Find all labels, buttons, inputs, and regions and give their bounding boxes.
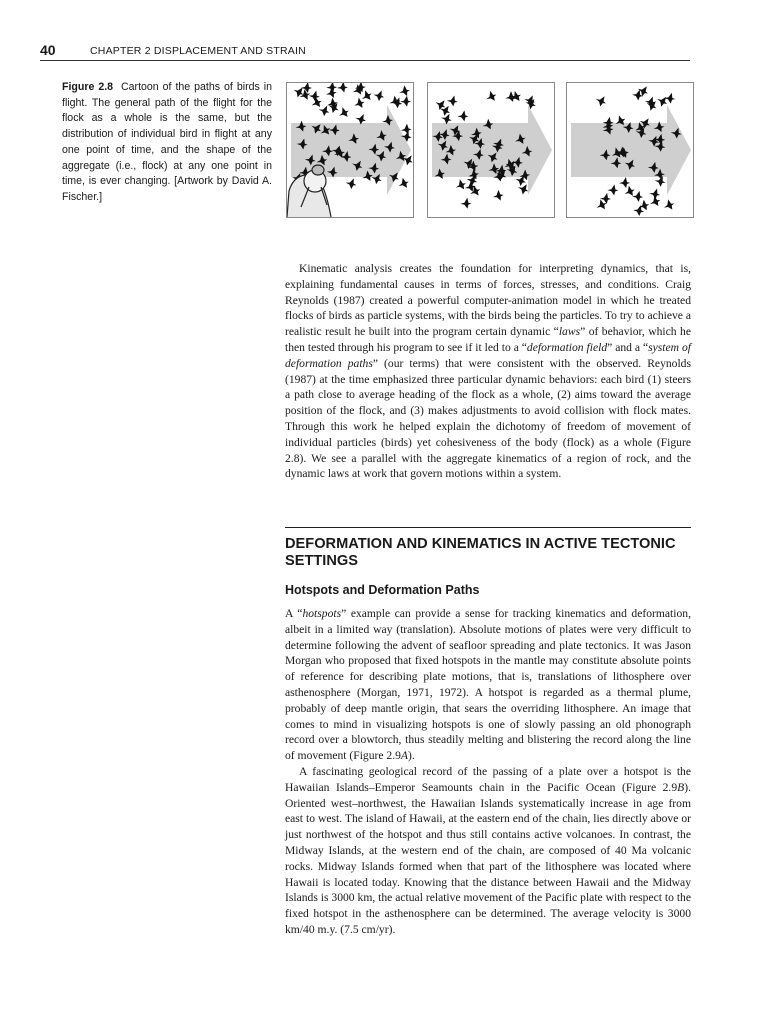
bird-icon <box>391 96 404 109</box>
bird-icon <box>372 89 385 102</box>
subsection-heading: Hotspots and Deformation Paths <box>285 583 480 597</box>
bird-icon <box>398 84 411 97</box>
bird-icon <box>457 110 468 121</box>
bird-icon <box>648 187 661 200</box>
bird-icon <box>460 198 471 209</box>
bird-icon <box>446 95 458 107</box>
bird-icon <box>594 94 608 108</box>
figure-label: Figure 2.8 <box>62 81 114 93</box>
bird-icon <box>396 176 410 190</box>
figure-panel-2 <box>427 82 555 218</box>
bird-icon <box>336 83 348 93</box>
bird-icon <box>301 83 312 93</box>
flight-arrow <box>571 105 691 195</box>
bird-icon <box>619 177 630 188</box>
bird-icon <box>308 90 320 102</box>
section-rule <box>285 527 691 528</box>
bird-icon <box>632 190 644 202</box>
chapter-title: CHAPTER 2 DISPLACEMENT AND STRAIN <box>90 45 306 57</box>
bird-icon <box>662 198 676 212</box>
figure-panel-1 <box>286 82 414 218</box>
bird-icon <box>400 96 411 107</box>
page-number: 40 <box>40 42 56 58</box>
bird-icon <box>484 89 499 104</box>
intro-paragraph: Kinematic analysis creates the foundation for interpreting dynamics, that is, explaining fundamental causes in terms of forces, stresses, and conditions. Craig Reynolds (1987) created a powerful computer-animation model in which he treated flocks of birds as particle systems, with the birds being the particles. To try to achieve a realistic result he built into the program certain dynamic “laws” of behavior, which he then tested through his program to see if it led to a “deformation field” and a “system of deformation paths” (our terms) that were consistent with the observed. Reynolds (1987) at the time emphasized three particular dynamic behaviors: each bird (1) steers a path close to average heading of the flock as a whole, (2) aims toward the average position of the flock, and (3) makes adjustments to avoid collision with flock mates. Through this work he helped explain the dichotomy of freedom of movement of individual particles (birds) yet cohesiveness of the body (flock) as a whole (Figure 2.8). We see a parallel with the aggregate kinematics of a region of rock, and the dynamic laws at work that govern motions within a system. <box>285 262 692 481</box>
hawaii-paragraph: A fascinating geological record of the passing of a plate over a hotspot is the Hawaiian Islands–Emperor Seamounts chain in the Pacific Ocean (Figure 2.9B). Oriented west–northwest, the Hawaiian Islands systematically increase in age from east to west. The island of Hawaii, at the eastern end of the chain, lies directly above or just northwest of the hotspot and thus still contains active volcanoes. In contrast, the Midway Islands, at the western end of the chain, are composed of 40 Ma volcanic rocks. Midway Islands formed when that part of the lithosphere was located where Hawaii is located today. Knowing that the distance between Hawaii and the Midway Islands is 3000 km, the actual relative movement of the Pacific plate with respect to the fixed hotspot in the asthenosphere can be determined. The average velocity is 3000 km/40 m.y. (7.5 cm/yr). <box>285 764 691 936</box>
bird-icon <box>345 177 358 190</box>
bird-icon <box>523 93 537 107</box>
figure-panel-3 <box>566 82 694 218</box>
bird-icon <box>664 92 676 104</box>
section-heading: DEFORMATION AND KINEMATICS IN ACTIVE TECTONIC SETTINGS <box>285 536 676 569</box>
flock-illustration-1 <box>287 83 413 217</box>
bird-icon <box>492 189 505 202</box>
bird-icon <box>453 178 467 192</box>
hotspot-paragraph: A “hotspots” example can provide a sense for tracking kinematics and deformation, albeit in a limited way (translation). Absolute motions of plates were very difficult to determine following the advent of seafloor spreading and plate tectonics. It was Jason Morgan who proposed that fixed hotspots in the mantle may constitute absolute points of reference for describing plate motions, that is, translations of lithosphere over asthenosphere (Morgan, 1971, 1972). A hotspot is regarded as a thermal plume, probably of deep mantle origin, that sears the overriding lithosphere. An image that comes to mind in visualizing hotspots is one of slowly passing an old phonograph record over a blowtorch, thus steadily melting and blistering the record along the line of movement (Figure 2.9A). A fascinating geological record of the passing of a plate over a hotspot is the Hawaiian Islands–Emperor Seamounts chain in the Pacific Ocean (Figure 2.9B). Oriented west–northwest, the Hawaiian Islands systematically increase in age from east to west. The island of Hawaii, at the eastern end of the chain, lies directly above or just northwest of the hotspot and thus still contains active volcanoes. In contrast, the Midway Islands, at the western end of the chain, are composed of 40 Ma volcanic rocks. Midway Islands formed when that part of the lithosphere was located where Hawaii is located today. Knowing that the distance between Hawaii and the Midway Islands is 3000 km, the actual relative movement of the Pacific plate with respect to the fixed hotspot in the asthenosphere can be determined. The average velocity is 3000 km/40 m.y. (7.5 cm/yr). <box>285 607 691 936</box>
figure-caption <box>62 80 272 206</box>
running-header <box>40 42 690 61</box>
bird-icon <box>351 83 365 97</box>
flock-illustration-2 <box>428 83 554 217</box>
bird-icon <box>607 184 618 195</box>
figure-caption-text: Cartoon of the paths of birds in flight. The general path of the flight for the flock as a whole is the same, but the distribution of individual bird in flight at any one point of time, and the shape of the aggregate (i.e., flock) at any one point in time, is ever changing. [Artwork by David A. Fischer.] <box>62 81 272 203</box>
bird-icon <box>325 86 338 99</box>
bird-icon <box>336 105 351 120</box>
flock-illustration-3 <box>567 83 693 217</box>
